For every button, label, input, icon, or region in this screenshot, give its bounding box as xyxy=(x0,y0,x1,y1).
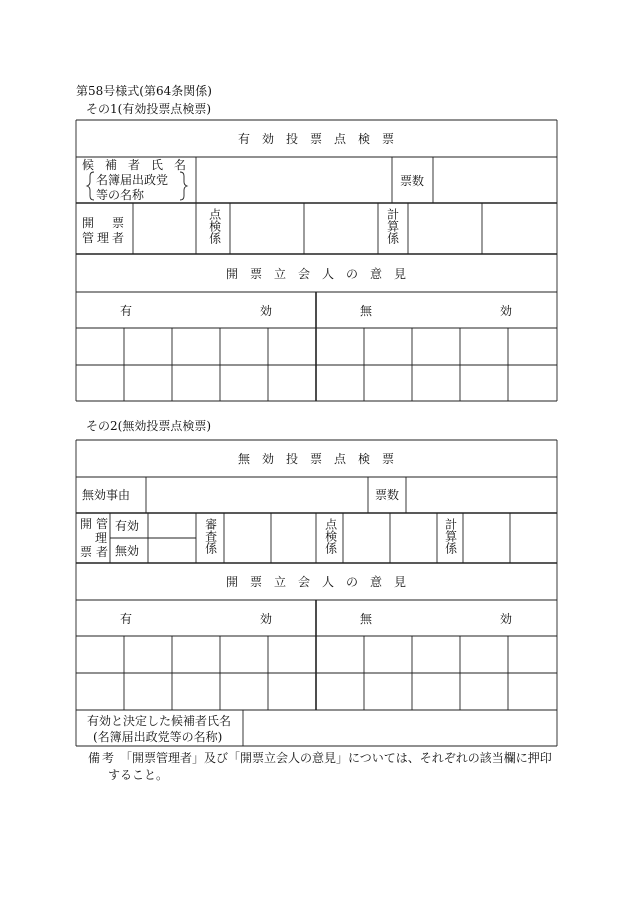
manager-vertical-1: 開管 xyxy=(80,517,113,531)
part2-calculator-label: 計算係 xyxy=(443,518,458,554)
decided-candidate-label-1: 有効と決定した候補者氏名 xyxy=(87,714,232,728)
decided-candidate-label-2: (名簿届出政党等の名称) xyxy=(93,730,223,744)
manager-vertical-3: 票者 xyxy=(80,545,113,559)
part1-calculator-label: 計算係 xyxy=(385,208,400,244)
part2-votes-label: 票数 xyxy=(375,488,400,502)
candidate-party-label-1: 名簿届出政党 xyxy=(96,173,169,187)
part2-invalid-label: 無 効 xyxy=(360,612,513,626)
part2-title: その2(無効投票点検票) xyxy=(86,419,211,433)
part1-valid-label: 有 効 xyxy=(120,304,273,318)
part1-witness-opinion: 開票立会人の意見 xyxy=(225,267,419,281)
manager-label-1: 開票 xyxy=(82,216,143,230)
manager-vertical-2: 理 xyxy=(95,531,108,545)
remarks-text-line-1: 「開票管理者」及び「開票立会人の意見」については、それぞれの該当欄に押印 xyxy=(120,751,552,765)
part2-witness-opinion: 開票立会人の意見 xyxy=(225,575,419,589)
reason-label: 無効事由 xyxy=(82,488,131,502)
part1-invalid-label: 無 効 xyxy=(360,304,513,318)
remarks-text-line-2: すること。 xyxy=(108,768,169,782)
remarks-label: 備考 xyxy=(88,751,117,765)
manager-invalid-sub: 無効 xyxy=(115,544,140,558)
examiner-label: 審査係 xyxy=(203,518,218,554)
form-number: 第58号様式(第64条関係) xyxy=(76,84,212,98)
candidate-party-label-2: 等の名称 xyxy=(96,188,145,202)
part2-table-title: 無効投票点検票 xyxy=(237,452,407,466)
part2-valid-label: 有 効 xyxy=(120,612,273,626)
part1-title: その1(有効投票点検票) xyxy=(86,102,211,116)
part1-inspector-label: 点検係 xyxy=(207,208,222,244)
manager-label-2: 管理者 xyxy=(82,231,128,245)
manager-valid-sub: 有効 xyxy=(115,519,140,533)
candidate-label: 候補者氏名 xyxy=(82,158,198,172)
part1-votes-label: 票数 xyxy=(400,174,425,188)
part2-inspector-label: 点検係 xyxy=(323,518,338,554)
part1-table-title: 有効投票点検票 xyxy=(237,132,407,146)
